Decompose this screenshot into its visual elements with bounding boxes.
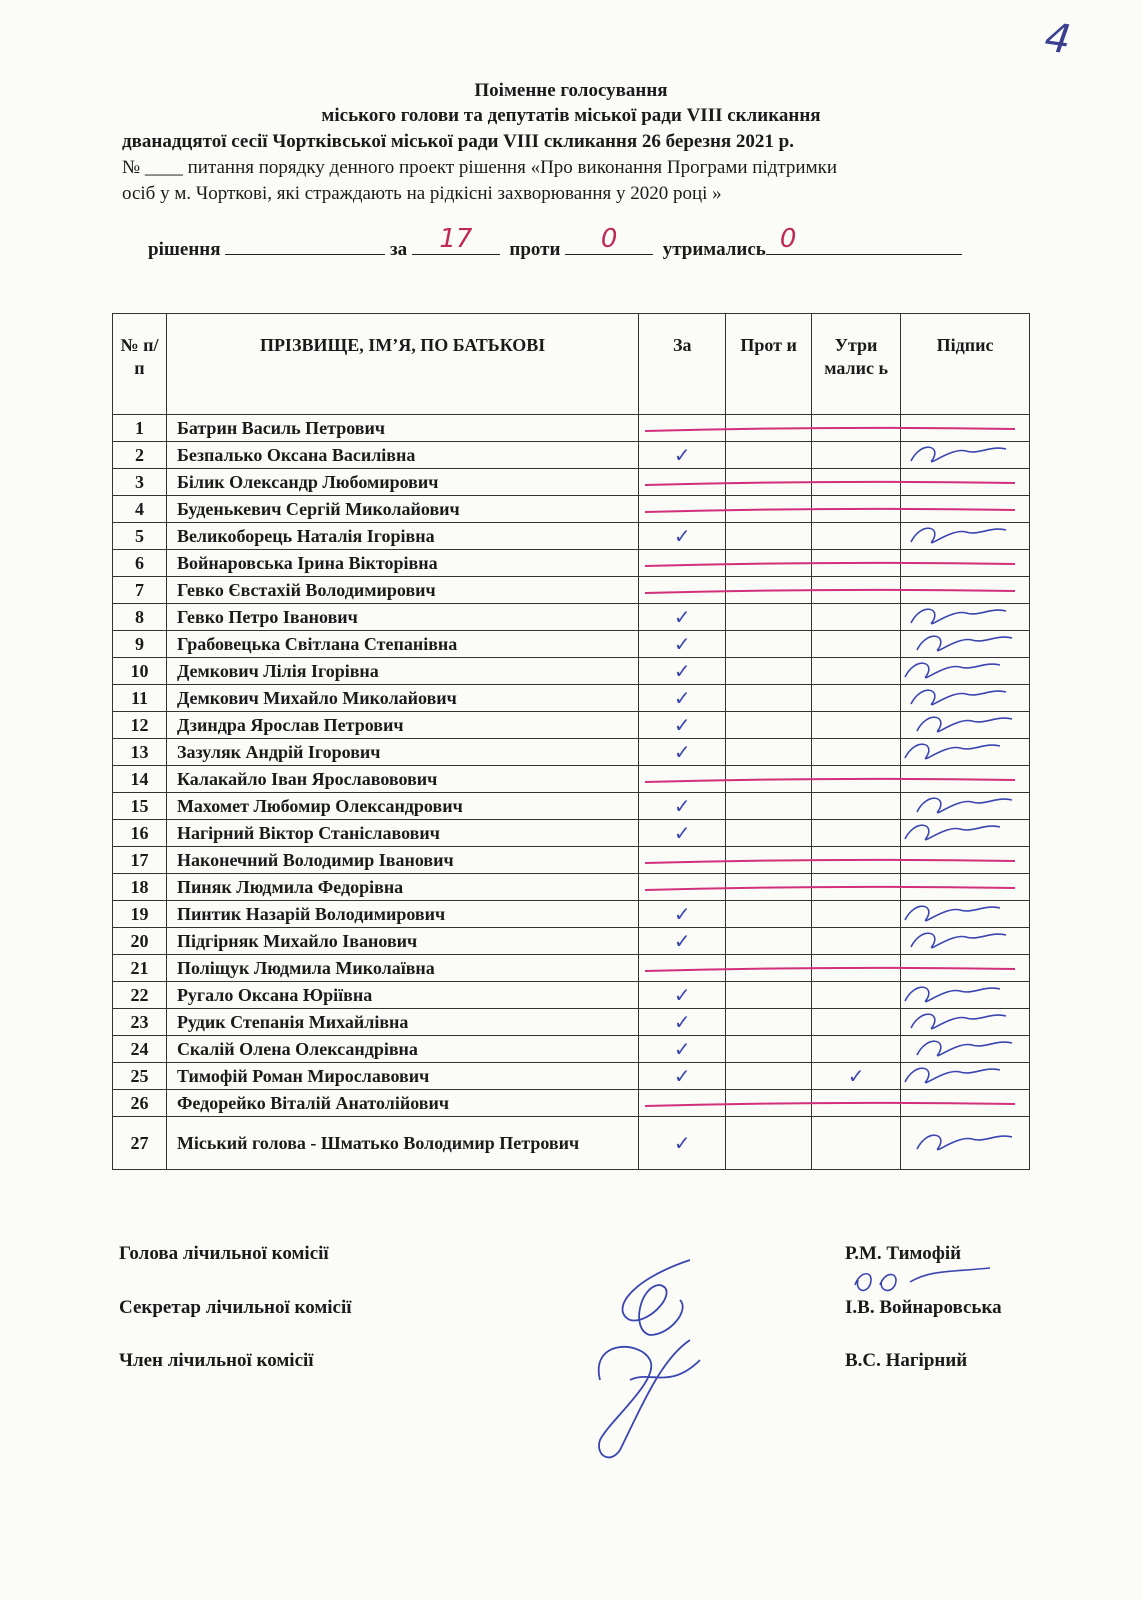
checkmark-icon: ✓ — [673, 443, 691, 467]
row-name: Грабовецька Світлана Степанівна — [166, 631, 638, 658]
row-number: 18 — [113, 874, 167, 901]
row-number: 13 — [113, 739, 167, 766]
against-label: проти — [509, 239, 561, 260]
row-against — [726, 523, 812, 550]
row-number: 26 — [113, 1090, 167, 1117]
against-blank — [565, 224, 653, 255]
row-abstained — [812, 658, 901, 685]
row-name: Демкович Лілія Ігорівна — [166, 658, 638, 685]
row-abstained — [812, 766, 901, 793]
abstained-blank — [766, 224, 962, 255]
decision-blank — [225, 234, 385, 255]
table-body — [113, 415, 1030, 1170]
row-name: Рудик Степанія Михайлівна — [166, 1009, 638, 1036]
table-row — [113, 1063, 1030, 1090]
checkmark-icon: ✓ — [673, 1037, 691, 1061]
agenda-line-1: № ____ питання порядку денного проект рішення «Про виконання Програми підтримки — [122, 157, 838, 178]
checkmark-icon: ✓ — [673, 659, 691, 683]
row-signature — [901, 793, 1030, 820]
row-for — [639, 874, 726, 901]
row-abstained — [812, 496, 901, 523]
vote-table — [112, 313, 1030, 1170]
row-for — [639, 550, 726, 577]
chair-name: Р.М. Тимофій — [845, 1243, 962, 1264]
table-row — [113, 1090, 1030, 1117]
row-for — [639, 469, 726, 496]
row-number: 2 — [113, 442, 167, 469]
row-number: 6 — [113, 550, 167, 577]
row-number: 15 — [113, 793, 167, 820]
row-number: 20 — [113, 928, 167, 955]
row-signature — [901, 712, 1030, 739]
row-abstained — [812, 442, 901, 469]
row-abstained — [812, 982, 901, 1009]
row-signature — [901, 496, 1030, 523]
row-for — [639, 955, 726, 982]
row-against — [726, 712, 812, 739]
row-against — [726, 955, 812, 982]
row-against — [726, 739, 812, 766]
row-signature — [901, 658, 1030, 685]
row-name: Калакайло Іван Ярославовович — [166, 766, 638, 793]
row-against — [726, 1117, 812, 1170]
row-name: Тимофій Роман Мирославович — [166, 1063, 638, 1090]
row-name: Нагірний Віктор Станіславович — [166, 820, 638, 847]
row-signature — [901, 901, 1030, 928]
row-abstained — [812, 955, 901, 982]
row-name: Дзиндра Ярослав Петрович — [166, 712, 638, 739]
row-signature — [901, 631, 1030, 658]
row-name: Гевко Євстахій Володимирович — [166, 577, 638, 604]
row-name: Ругало Оксана Юріївна — [166, 982, 638, 1009]
row-against — [726, 982, 812, 1009]
row-for — [639, 982, 726, 1009]
row-against — [726, 1090, 812, 1117]
row-signature — [901, 469, 1030, 496]
table-row — [113, 766, 1030, 793]
row-for — [639, 415, 726, 442]
header-abstained: Утри малис ь — [812, 314, 901, 415]
row-name: Батрин Василь Петрович — [166, 415, 638, 442]
row-name: Демкович Михайло Миколайович — [166, 685, 638, 712]
row-number: 12 — [113, 712, 167, 739]
row-for — [639, 442, 726, 469]
row-abstained — [812, 793, 901, 820]
row-name: Великоборець Наталія Ігорівна — [166, 523, 638, 550]
row-against — [726, 442, 812, 469]
row-for — [639, 1090, 726, 1117]
table-row — [113, 1117, 1030, 1170]
row-abstained — [812, 739, 901, 766]
row-for — [639, 901, 726, 928]
row-against — [726, 901, 812, 928]
row-against — [726, 928, 812, 955]
row-name: Махомет Любомир Олександрович — [166, 793, 638, 820]
row-number: 25 — [113, 1063, 167, 1090]
chair-label: Голова лічильної комісії — [119, 1243, 329, 1264]
row-signature — [901, 874, 1030, 901]
table-row — [113, 712, 1030, 739]
row-for — [639, 1036, 726, 1063]
row-name: Пиняк Людмила Федорівна — [166, 874, 638, 901]
checkmark-icon: ✓ — [673, 929, 691, 953]
table-row — [113, 685, 1030, 712]
secretary-name: І.В. Войнаровська — [845, 1297, 1002, 1318]
checkmark-icon: ✓ — [673, 686, 691, 710]
row-for — [639, 1009, 726, 1036]
row-number: 14 — [113, 766, 167, 793]
member-label: Член лічильної комісії — [119, 1350, 314, 1371]
decision-label: рішення — [148, 239, 221, 260]
member-name: В.С. Нагірний — [845, 1350, 968, 1371]
row-abstained — [812, 469, 901, 496]
row-for — [639, 739, 726, 766]
agenda-line-2: осіб у м. Чорткові, які страждають на рідкісні захворювання у 2020 році » — [122, 183, 722, 204]
row-for — [639, 928, 726, 955]
row-for — [639, 1063, 726, 1090]
row-signature — [901, 1009, 1030, 1036]
row-number: 19 — [113, 901, 167, 928]
row-abstained — [812, 577, 901, 604]
checkmark-icon: ✓ — [673, 794, 691, 818]
row-against — [726, 793, 812, 820]
for-blank — [412, 224, 500, 255]
row-abstained — [812, 604, 901, 631]
row-name: Пинтик Назарій Володимирович — [166, 901, 638, 928]
row-against — [726, 820, 812, 847]
row-abstained — [812, 901, 901, 928]
row-name: Буденькевич Сергій Миколайович — [166, 496, 638, 523]
row-signature — [901, 1090, 1030, 1117]
row-signature — [901, 685, 1030, 712]
row-abstained — [812, 415, 901, 442]
row-number: 8 — [113, 604, 167, 631]
table-row — [113, 550, 1030, 577]
row-signature — [901, 766, 1030, 793]
row-signature — [901, 739, 1030, 766]
row-signature — [901, 604, 1030, 631]
row-abstained — [812, 631, 901, 658]
row-against — [726, 1036, 812, 1063]
row-for — [639, 712, 726, 739]
row-abstained — [812, 874, 901, 901]
row-signature — [901, 847, 1030, 874]
subtitle: міського голови та депутатів міської ради VIII скликання — [321, 105, 821, 126]
row-against — [726, 847, 812, 874]
table-row — [113, 631, 1030, 658]
row-name: Зазуляк Андрій Ігорович — [166, 739, 638, 766]
row-abstained — [812, 820, 901, 847]
row-signature — [901, 1036, 1030, 1063]
row-name: Безпалько Оксана Василівна — [166, 442, 638, 469]
row-against — [726, 1063, 812, 1090]
row-for — [639, 523, 726, 550]
row-name: Підгірняк Михайло Іванович — [166, 928, 638, 955]
row-against — [726, 550, 812, 577]
row-number: 3 — [113, 469, 167, 496]
row-for — [639, 766, 726, 793]
row-name: Міський голова - Шматько Володимир Петрович — [166, 1117, 638, 1170]
header-num: № п/п — [113, 314, 167, 415]
commission-signature — [570, 1240, 740, 1480]
checkmark-icon: ✓ — [673, 713, 691, 737]
row-for — [639, 847, 726, 874]
row-number: 27 — [113, 1117, 167, 1170]
row-signature — [901, 820, 1030, 847]
row-abstained — [812, 928, 901, 955]
row-signature — [901, 1063, 1030, 1090]
row-abstained — [812, 1117, 901, 1170]
table-row — [113, 523, 1030, 550]
table-row — [113, 496, 1030, 523]
row-name: Войнаровська Ірина Вікторівна — [166, 550, 638, 577]
row-name: Гевко Петро Іванович — [166, 604, 638, 631]
title: Поіменне голосування — [474, 80, 668, 101]
table-row — [113, 847, 1030, 874]
table-row — [113, 442, 1030, 469]
table-row — [113, 604, 1030, 631]
table-header-row — [113, 314, 1030, 415]
row-name: Поліщук Людмила Миколаївна — [166, 955, 638, 982]
header-against: Прот и — [726, 314, 812, 415]
row-signature — [901, 577, 1030, 604]
checkmark-icon: ✓ — [673, 902, 691, 926]
table-row — [113, 577, 1030, 604]
row-abstained — [812, 1009, 901, 1036]
abstained-count: 0 — [779, 224, 797, 254]
table-row — [113, 415, 1030, 442]
checkmark-icon: ✓ — [673, 1131, 691, 1155]
checkmark-icon: ✓ — [673, 524, 691, 548]
row-name: Наконечний Володимир Іванович — [166, 847, 638, 874]
checkmark-icon: ✓ — [673, 740, 691, 764]
row-against — [726, 577, 812, 604]
row-name: Скалій Олена Олександрівна — [166, 1036, 638, 1063]
row-for — [639, 793, 726, 820]
row-against — [726, 658, 812, 685]
checkmark-icon: ✓ — [673, 605, 691, 629]
checkmark-icon: ✓ — [673, 821, 691, 845]
row-for — [639, 658, 726, 685]
row-number: 4 — [113, 496, 167, 523]
for-count: 17 — [439, 224, 473, 254]
row-number: 9 — [113, 631, 167, 658]
table-row — [113, 739, 1030, 766]
row-signature — [901, 442, 1030, 469]
row-against — [726, 604, 812, 631]
row-against — [726, 469, 812, 496]
row-against — [726, 874, 812, 901]
row-name: Білик Олександр Любомирович — [166, 469, 638, 496]
row-abstained — [812, 550, 901, 577]
row-against — [726, 685, 812, 712]
row-number: 5 — [113, 523, 167, 550]
session-line: дванадцятої сесії Чортківської міської ради VIII скликання 26 березня 2021 р. — [122, 131, 794, 152]
checkmark-icon: ✓ — [673, 1064, 691, 1088]
row-against — [726, 496, 812, 523]
row-signature — [901, 982, 1030, 1009]
table-row — [113, 901, 1030, 928]
table-row — [113, 874, 1030, 901]
row-number: 16 — [113, 820, 167, 847]
secretary-initials — [850, 1260, 1010, 1300]
row-against — [726, 1009, 812, 1036]
row-number: 24 — [113, 1036, 167, 1063]
against-count: 0 — [600, 224, 618, 254]
checkmark-icon: ✓ — [673, 1010, 691, 1034]
row-for — [639, 577, 726, 604]
row-number: 7 — [113, 577, 167, 604]
abstained-label: утримались — [662, 239, 766, 260]
row-for — [639, 820, 726, 847]
table-row — [113, 1009, 1030, 1036]
table-row — [113, 820, 1030, 847]
table-row — [113, 469, 1030, 496]
row-for — [639, 604, 726, 631]
table-row — [113, 928, 1030, 955]
page-number: 4 — [1041, 14, 1074, 64]
checkmark-icon: ✓ — [673, 632, 691, 656]
row-abstained — [812, 712, 901, 739]
row-number: 22 — [113, 982, 167, 1009]
checkmark-icon: ✓ — [847, 1064, 865, 1088]
table-row — [113, 793, 1030, 820]
row-signature — [901, 1117, 1030, 1170]
row-number: 10 — [113, 658, 167, 685]
for-label: за — [390, 239, 408, 260]
row-for — [639, 496, 726, 523]
row-name: Федорейко Віталій Анатолійович — [166, 1090, 638, 1117]
row-number: 23 — [113, 1009, 167, 1036]
row-signature — [901, 523, 1030, 550]
row-number: 1 — [113, 415, 167, 442]
row-number: 21 — [113, 955, 167, 982]
row-against — [726, 415, 812, 442]
row-abstained — [812, 685, 901, 712]
row-abstained — [812, 1036, 901, 1063]
row-against — [726, 631, 812, 658]
table-row — [113, 1036, 1030, 1063]
header-name: ПРІЗВИЩЕ, ІМ’Я, ПО БАТЬКОВІ — [166, 314, 638, 415]
row-signature — [901, 955, 1030, 982]
row-abstained — [812, 1090, 901, 1117]
row-abstained — [812, 523, 901, 550]
row-abstained — [812, 847, 901, 874]
secretary-label: Секретар лічильної комісії — [119, 1297, 352, 1318]
row-for — [639, 631, 726, 658]
row-number: 11 — [113, 685, 167, 712]
table-row — [113, 955, 1030, 982]
table-row — [113, 658, 1030, 685]
row-for — [639, 1117, 726, 1170]
row-signature — [901, 415, 1030, 442]
checkmark-icon: ✓ — [673, 983, 691, 1007]
row-abstained — [812, 1063, 901, 1090]
row-for — [639, 685, 726, 712]
row-against — [726, 766, 812, 793]
header-for: За — [639, 314, 726, 415]
header-signature: Підпис — [901, 314, 1030, 415]
table-row — [113, 982, 1030, 1009]
results-line — [148, 224, 962, 261]
row-number: 17 — [113, 847, 167, 874]
row-signature — [901, 550, 1030, 577]
row-signature — [901, 928, 1030, 955]
